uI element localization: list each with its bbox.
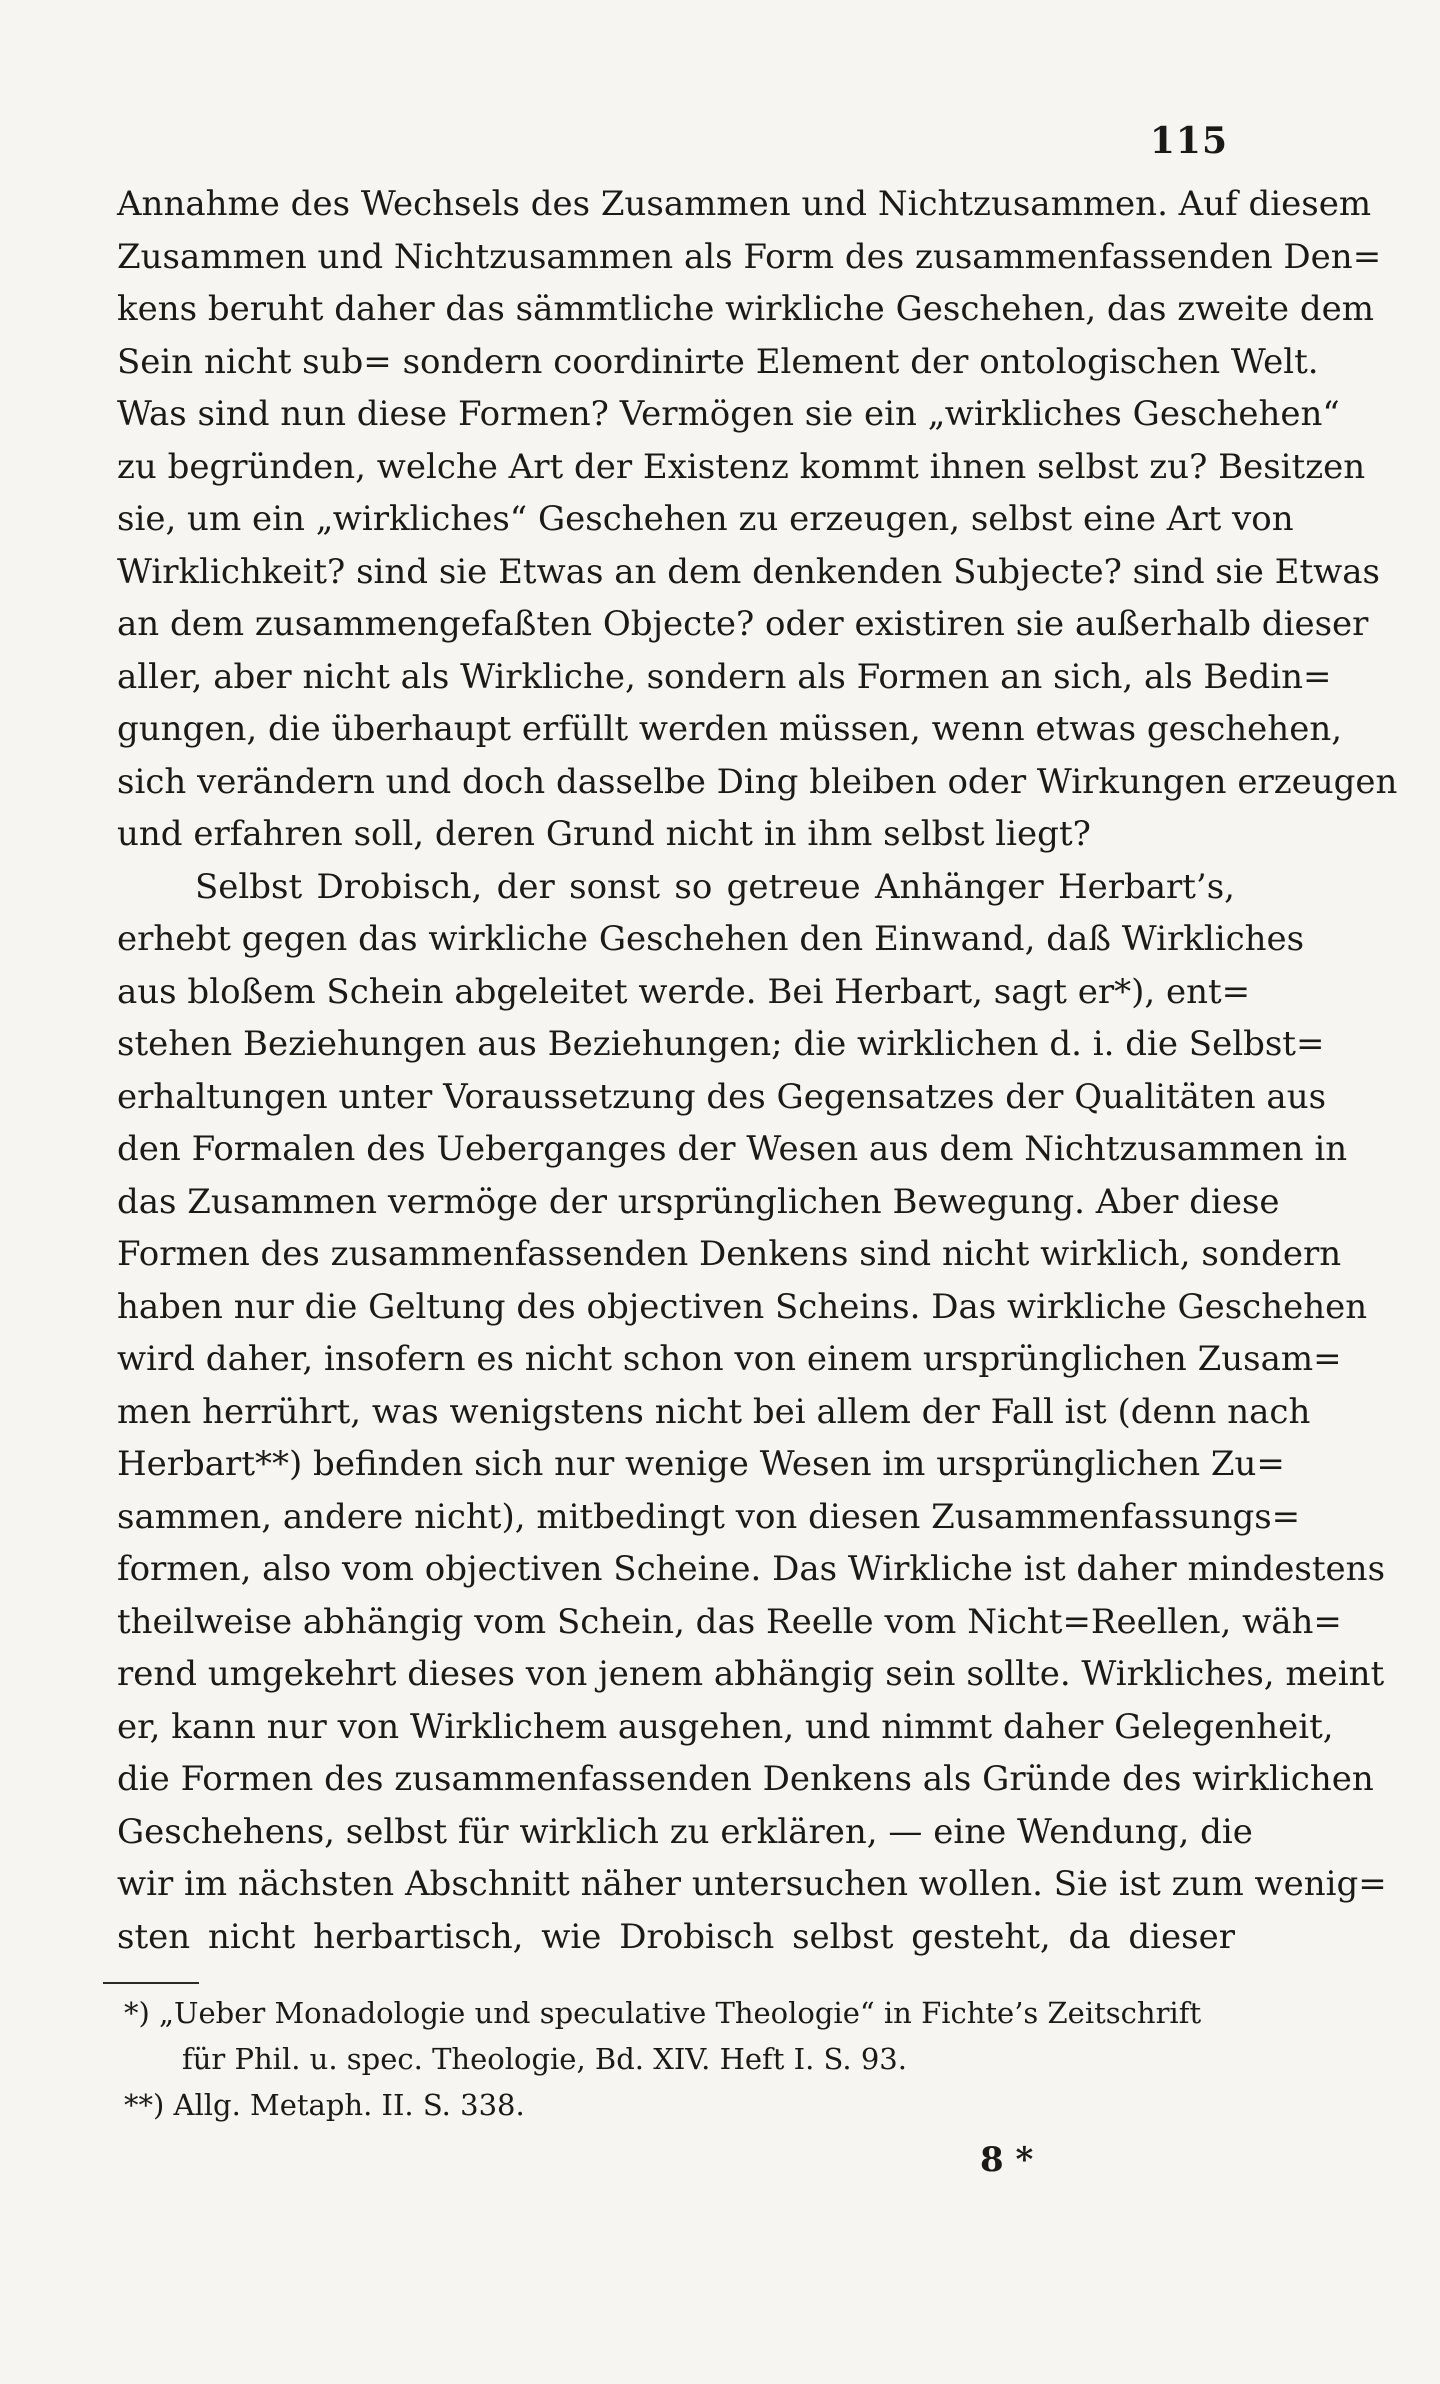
text-line: Zusammen und Nichtzusammen als Form des zusammenfassenden Den= xyxy=(117,236,1382,277)
text-line: stehen Beziehungen aus Beziehungen; die wirklichen d. i. die Selbst= xyxy=(117,1024,1325,1064)
text-line: Was sind nun diese Formen? Vermögen sie ein „wirkliches Geschehen“ xyxy=(117,394,1340,434)
text-line: an dem zusammengefaßten Objecte? oder existiren sie außerhalb dieser xyxy=(117,604,1369,644)
footnote-1: *) „Ueber Monadologie und speculative Theologie“ in Fichte’s Zeitschrift xyxy=(124,1996,1202,2030)
text-line: formen, also vom objectiven Scheine. Das Wirkliche ist daher mindestens xyxy=(117,1549,1386,1589)
text-line: wir im nächsten Abschnitt näher untersuchen wollen. Sie ist zum wenig= xyxy=(117,1864,1387,1904)
text-line: kens beruht daher das sämmtliche wirkliche Geschehen, das zweite dem xyxy=(117,289,1374,329)
paragraph-end-line: und erfahren soll, deren Grund nicht in ihm selbst liegt? xyxy=(117,814,1091,854)
text-line: erhebt gegen das wirkliche Geschehen den Einwand, daß Wirkliches xyxy=(117,919,1305,959)
text-line: sich verändern und doch dasselbe Ding bleiben oder Wirkungen erzeugen xyxy=(117,761,1398,802)
text-line: theilweise abhängig vom Schein, das Reelle vom Nicht=Reellen, wäh= xyxy=(117,1601,1342,1642)
text-line: aus bloßem Schein abgeleitet werde. Bei Herbart, sagt er*), ent= xyxy=(117,971,1251,1012)
text-line: sammen, andere nicht), mitbedingt von diesen Zusammenfassungs= xyxy=(117,1496,1301,1537)
text-line: Sein nicht sub= sondern coordinirte Element der ontologischen Welt. xyxy=(117,341,1319,382)
body-text xyxy=(117,178,1398,1963)
text-line: haben nur die Geltung des objectiven Scheins. Das wirkliche Geschehen xyxy=(117,1286,1368,1327)
text-line: Herbart**) befinden sich nur wenige Wesen im ursprünglichen Zu= xyxy=(117,1444,1285,1484)
text-line: aller, aber nicht als Wirkliche, sondern als Formen an sich, als Bedin= xyxy=(117,656,1332,697)
footnotes xyxy=(124,1990,1234,2128)
page-number: 115 xyxy=(1149,120,1228,162)
text-line: Annahme des Wechsels des Zusammen und Nichtzusammen. Auf diesem xyxy=(117,184,1372,224)
text-line: er, kann nur von Wirklichem ausgehen, und nimmt daher Gelegenheit, xyxy=(117,1706,1334,1747)
text-line: men herrührt, was wenigstens nicht bei allem der Fall ist (denn nach xyxy=(117,1391,1311,1432)
footnote-2: **) Allg. Metaph. II. S. 338. xyxy=(124,2088,525,2122)
text-line: sie, um ein „wirkliches“ Geschehen zu erzeugen, selbst eine Art von xyxy=(117,499,1294,539)
paragraph-start-line: Selbst Drobisch, der sonst so getreue Anhänger Herbart’s, xyxy=(195,866,1235,907)
printer-signature-mark: 8 * xyxy=(980,2140,1034,2180)
text-line: Geschehens, selbst für wirklich zu erklären, — eine Wendung, die xyxy=(117,1811,1253,1852)
footnote-divider xyxy=(103,1982,199,1984)
footnote-1-continuation: für Phil. u. spec. Theologie, Bd. XIV. Heft I. S. 93. xyxy=(182,2042,907,2076)
text-line: Formen des zusammenfassenden Denkens sind nicht wirklich, sondern xyxy=(117,1234,1342,1274)
text-line: erhaltungen unter Voraussetzung des Gegensatzes der Qualitäten aus xyxy=(117,1076,1327,1117)
text-line: den Formalen des Ueberganges der Wesen aus dem Nichtzusammen in xyxy=(117,1129,1348,1169)
text-line: sten nicht herbartisch, wie Drobisch selbst gesteht, da dieser xyxy=(117,1916,1235,1957)
text-line: Wirklichkeit? sind sie Etwas an dem denkenden Subjecte? sind sie Etwas xyxy=(117,551,1380,592)
text-line: wird daher, insofern es nicht schon von einem ursprünglichen Zusam= xyxy=(117,1339,1342,1379)
text-line: zu begründen, welche Art der Existenz kommt ihnen selbst zu? Besitzen xyxy=(117,446,1366,487)
text-line: gungen, die überhaupt erfüllt werden müssen, wenn etwas geschehen, xyxy=(117,709,1343,749)
text-line: das Zusammen vermöge der ursprünglichen Bewegung. Aber diese xyxy=(117,1181,1280,1222)
text-line: rend umgekehrt dieses von jenem abhängig sein sollte. Wirkliches, meint xyxy=(117,1654,1385,1694)
text-line: die Formen des zusammenfassenden Denkens als Gründe des wirklichen xyxy=(117,1759,1374,1799)
